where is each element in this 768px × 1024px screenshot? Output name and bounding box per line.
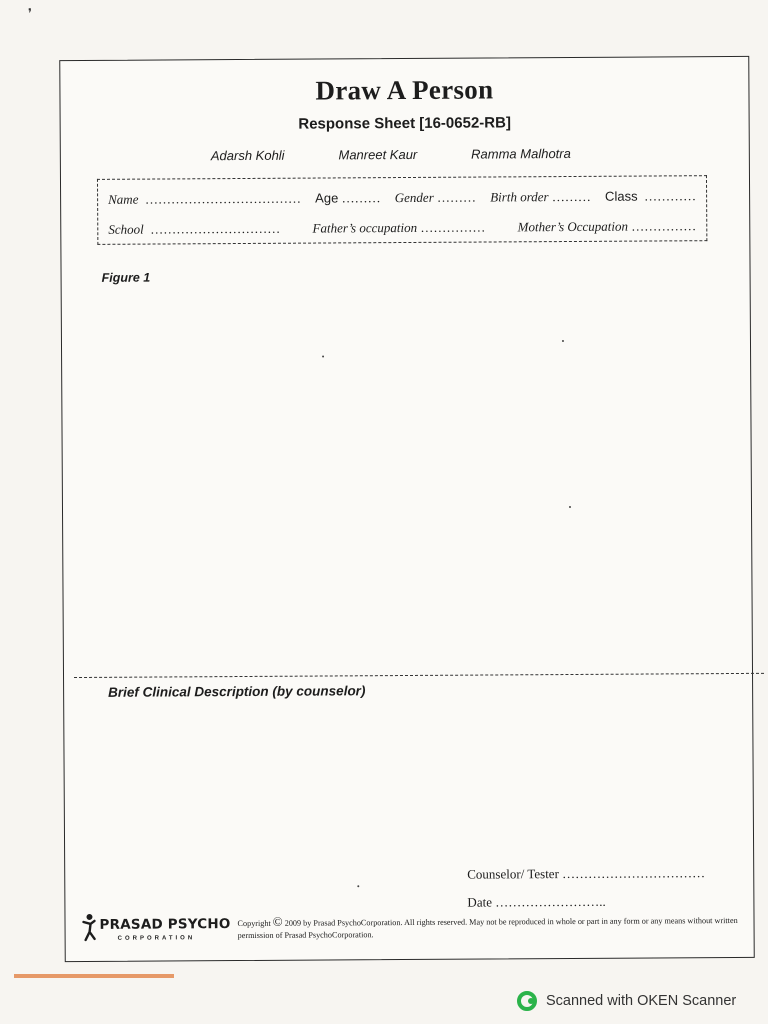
document-title: Draw A Person bbox=[315, 74, 494, 106]
figure-label: Figure 1 bbox=[101, 270, 151, 285]
authors-line bbox=[211, 146, 571, 163]
speck bbox=[569, 506, 571, 508]
prasad-psycho-logo: PRASAD PSYCHO CORPORATION bbox=[81, 908, 221, 949]
scan-corner-mark: ❜ bbox=[28, 6, 32, 20]
author-name: Ramma Malhotra bbox=[471, 145, 571, 162]
scan-edge-mark bbox=[14, 974, 174, 978]
author-name: Adarsh Kohli bbox=[210, 147, 285, 164]
school-field[interactable]: School ………………………… bbox=[108, 220, 281, 237]
personal-info-box bbox=[97, 175, 707, 245]
scanner-watermark bbox=[516, 990, 736, 1012]
document-subtitle: Response Sheet [16-0652-RB] bbox=[298, 114, 511, 133]
fathers-occupation-field[interactable]: Father’s occupation …………… bbox=[312, 219, 486, 236]
clinical-description-label: Brief Clinical Description (by counselor) bbox=[108, 683, 366, 700]
clinical-description-area[interactable] bbox=[84, 705, 735, 859]
info-row bbox=[108, 218, 696, 238]
speck bbox=[562, 340, 564, 342]
name-field[interactable]: Name ……………………………… bbox=[108, 190, 301, 207]
birth-order-field[interactable]: Birth order ……… bbox=[490, 188, 591, 205]
copyright-icon: © bbox=[272, 913, 283, 929]
age-field[interactable]: Age ……… bbox=[315, 190, 381, 206]
response-sheet bbox=[59, 56, 754, 962]
oken-scanner-icon bbox=[516, 990, 538, 1012]
speck bbox=[357, 885, 359, 887]
info-row bbox=[108, 188, 696, 208]
date-field[interactable]: Date …………………….. bbox=[467, 893, 606, 910]
counselor-tester-field[interactable]: Counselor/ Tester …………………………… bbox=[467, 865, 706, 882]
mothers-occupation-field[interactable]: Mother’s Occupation …………… bbox=[517, 218, 697, 235]
copyright-notice: Copyright © 2009 by Prasad PsychoCorporation. All rights reserved. May not be reproduced in whole or part in any form or any means without written permission of Prasad PsychoCorporation. bbox=[237, 913, 738, 941]
drawing-area[interactable] bbox=[82, 287, 734, 671]
scanner-label: Scanned with OKEN Scanner bbox=[546, 993, 737, 1009]
author-name: Manreet Kaur bbox=[338, 146, 418, 163]
gender-field[interactable]: Gender ……… bbox=[394, 189, 477, 206]
class-field[interactable]: Class ………… bbox=[604, 188, 697, 204]
section-divider bbox=[74, 673, 764, 678]
speck bbox=[322, 356, 324, 358]
